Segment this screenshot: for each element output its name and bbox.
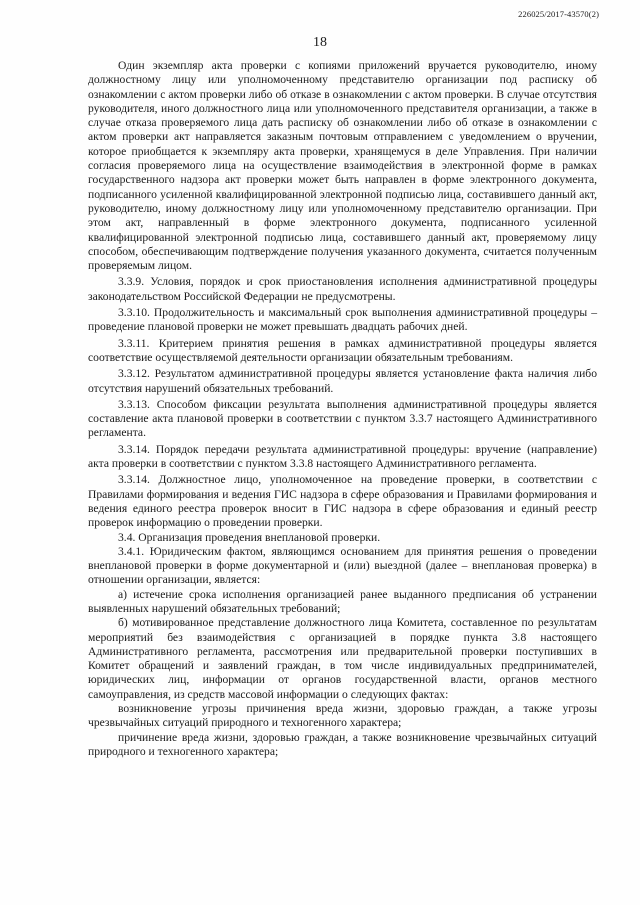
paragraph-3-3-9: 3.3.9. Условия, порядок и срок приостановления исполнения административной процедуры законодательством Российской Федерации не предусмотрены.	[88, 275, 597, 303]
paragraph-3-3-11: 3.3.11. Критерием принятия решения в рамках административной процедуры является соответствие осуществляемой деятельности организации обязательным требованиям.	[88, 336, 597, 364]
list-item-b: б) мотивированное представление должностного лица Комитета, составленное по результатам мероприятий без взаимодействия с организацией в порядке пункта 3.8 настоящего Административного регламента, рассмотрения или предварительной проверки поступивших в Комитет обращений и заявлений граждан, в том числе индивидуальных предпринимателей, юридических лиц, информации от органов государственной власти, органов местного самоуправления, из средств массовой информации о следующих фактах:	[88, 616, 597, 701]
paragraph-3-3-12: 3.3.12. Результатом административной процедуры является установление факта наличия либо отсутствия нарушений обязательных требований.	[88, 367, 597, 395]
paragraph-3-4-1: 3.4.1. Юридическим фактом, являющимся основанием для принятия решения о проведении внеплановой проверки в форме документарной и (или) выездной (далее – внеплановая проверка) в отношении организации, является:	[88, 544, 597, 587]
document-body	[88, 59, 597, 759]
paragraph-act-delivery: Один экземпляр акта проверки с копиями приложений вручается руководителю, иному должностному лицу или уполномоченному представителю организации под расписку об ознакомлении с актом проверки либо об отказе в ознакомлении с актом проверки. В случае отсутствия руководителя, иного должностного лица или уполномоченного представителя организации, а также в случае отказа проверяемого лица дать расписку об ознакомлении либо об отказе в ознакомлении с актом проверки акт направляется заказным почтовым отправлением с уведомлением о вручении, которое приобщается к экземпляру акта проверки, хранящемуся в деле Управления. При наличии согласия проверяемого лица на осуществление взаимодействия в электронной форме в рамках государственного надзора акт проверки может быть направлен в форме электронного документа, подписанного усиленной квалифицированной электронной подписью лица, составившего данный акт, руководителю, иному должностному лицу или уполномоченному представителю организации. При этом акт, направленный в форме электронного документа, подписанного усиленной квалифицированной электронной подписью лица, составившего данный акт, проверяемому лицу способом, обеспечивающим подтверждение получения указанного документа, считается полученным проверяемым лицом.	[88, 59, 597, 273]
document-id: 226025/2017-43570(2)	[518, 9, 599, 19]
section-heading-3-4: 3.4. Организация проведения внеплановой проверки.	[118, 530, 381, 544]
paragraph-3-3-14-transfer: 3.3.14. Порядок передачи результата административной процедуры: вручение (направление) акта проверки в соответствии с пунктом 3.3.8 настоящего Административного регламента.	[88, 442, 597, 471]
fact-harm: причинение вреда жизни, здоровью граждан, а также возникновение чрезвычайных ситуаций природного и техногенного характера;	[88, 730, 597, 758]
paragraph-3-3-13: 3.3.13. Способом фиксации результата выполнения административной процедуры является составление акта плановой проверки в соответствии с пунктом 3.3.7 настоящего Административного регламента.	[88, 397, 597, 440]
fact-threat: возникновение угрозы причинения вреда жизни, здоровью граждан, а также угрозы чрезвычайных ситуаций природного и техногенного характера;	[88, 702, 597, 730]
paragraph-3-3-14-registry: 3.3.14. Должностное лицо, уполномоченное на проведение проверки, в соответствии с Правилами формирования и ведения ГИС надзора в сфере образования и Правилами формирования и ведения единого реестра проверок вносит в ГИС надзора в сфере образования и единый реестр проверок информацию о проведении проверки.	[88, 473, 597, 530]
list-item-a: а) истечение срока исполнения организацией ранее выданного предписания об устранении выявленных нарушений обязательных требований;	[88, 587, 597, 615]
page-number: 18	[313, 35, 327, 50]
paragraph-3-3-10: 3.3.10. Продолжительность и максимальный срок выполнения административной процедуры – проведение плановой проверки не может превышать двадцать рабочих дней.	[88, 306, 597, 334]
